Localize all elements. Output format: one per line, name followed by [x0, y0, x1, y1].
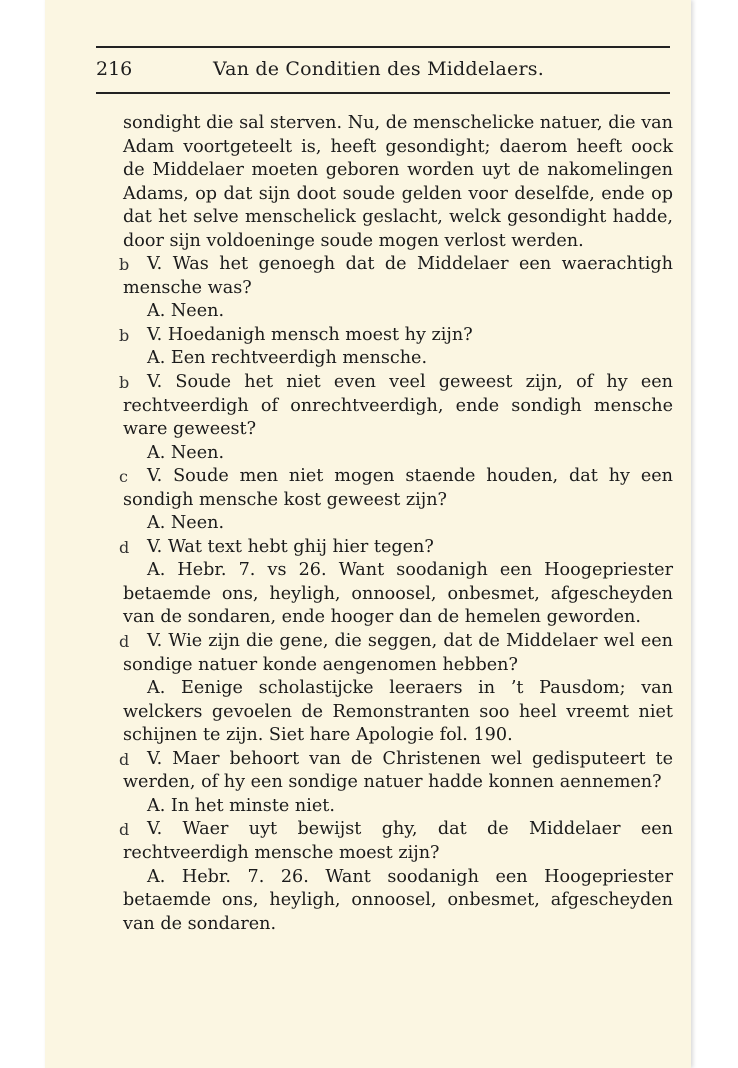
- answer-paragraph: [123, 866, 673, 937]
- paragraph-text: A. Neen.: [147, 513, 225, 534]
- paragraph-text: A. In het minste niet.: [147, 795, 335, 816]
- paragraph-text: V. Wat text hebt ghij hier tegen?: [147, 536, 434, 557]
- margin-note: b: [119, 325, 130, 345]
- paragraph-text: V. Soude het niet even veel geweest zijn, of hy een rechtveerdigh of onrechtveerdigh, ende sondigh mensche ware geweest?: [123, 372, 673, 440]
- answer-paragraph: [123, 442, 673, 466]
- paragraph-text: A. Hebr. 7. vs 26. Want soodanigh een Hoogepriester betaemde ons, heyligh, onnoosel, onbesmet, afgescheyden van de sondaren, ende hooger dan de hemelen geworden.: [123, 560, 673, 628]
- paragraph-text: sondight die sal sterven. Nu, de menschelicke natuer, die van Adam voortgeteelt is, heeft gesondight; daerom heeft oock de Middelaer moeten geboren worden uyt de nakomelingen Adams, op dat sijn doot soude gelden voor deselfde, ende op dat het selve menschelick geslacht, welck gesondight hadde, door sijn voldoeninge soude mogen verlost werden.: [123, 113, 673, 251]
- margin-note: d: [119, 749, 130, 769]
- answer-paragraph: [123, 559, 673, 630]
- question-paragraph: [119, 818, 673, 865]
- paragraph-text: A. Een rechtveerdigh mensche.: [147, 348, 428, 369]
- paragraph-text: V. Hoedanigh mensch moest hy zijn?: [147, 324, 473, 345]
- question-paragraph: [119, 465, 673, 512]
- margin-note: d: [119, 537, 130, 557]
- paragraph-text: A. Neen.: [147, 301, 225, 322]
- body-text: [119, 112, 673, 936]
- paragraph-text: V. Maer behoort van de Christenen wel gedisputeert te werden, of hy een sondige natuer hadde konnen aennemen?: [123, 748, 673, 793]
- paragraph-text: V. Waer uyt bewijst ghy, dat de Middelaer een rechtveerdigh mensche moest zijn?: [123, 819, 673, 863]
- page-header: [96, 58, 670, 86]
- answer-paragraph: [123, 300, 673, 324]
- question-paragraph: [119, 371, 673, 442]
- answer-paragraph: [123, 347, 673, 371]
- answer-paragraph: [123, 677, 673, 748]
- answer-paragraph: [123, 795, 673, 819]
- question-paragraph: [119, 630, 673, 677]
- paragraph-text: A. Hebr. 7. 26. Want soodanigh een Hoogepriester betaemde ons, heyligh, onnoosel, onbesmet, afgescheyden van de sondaren.: [123, 866, 673, 934]
- page-number: 216: [96, 58, 133, 80]
- paragraph-text: V. Soude men niet mogen staende houden, dat hy een sondigh mensche kost geweest zijn?: [123, 466, 673, 510]
- margin-note: d: [119, 632, 130, 652]
- margin-note: c: [119, 467, 128, 487]
- paragraph-text: V. Was het genoegh dat de Middelaer een waerachtigh mensche was?: [123, 254, 673, 298]
- running-title: Van de Conditien des Middelaers.: [213, 58, 544, 80]
- question-paragraph: [119, 324, 673, 348]
- paragraph-text: A. Neen.: [147, 442, 225, 463]
- margin-note: b: [119, 373, 130, 393]
- paragraph-text: V. Wie zijn die gene, die seggen, dat de Middelaer wel een sondige natuer konde aengenomen hebben?: [123, 631, 673, 675]
- question-paragraph: [119, 748, 673, 795]
- question-paragraph: [119, 253, 673, 300]
- answer-paragraph: [123, 512, 673, 536]
- margin-note: b: [119, 255, 130, 275]
- header-bottom-rule: [96, 92, 670, 94]
- margin-note: d: [119, 820, 130, 840]
- question-paragraph: [119, 536, 673, 560]
- header-top-rule: [96, 46, 670, 48]
- paragraph-text: A. Eenige scholastijcke leeraers in ’t Pausdom; van welckers gevoelen de Remonstranten soo heel vreemt niet schijnen te zijn. Siet hare Apologie fol. 190.: [123, 678, 673, 746]
- paragraph-p1: [123, 112, 673, 253]
